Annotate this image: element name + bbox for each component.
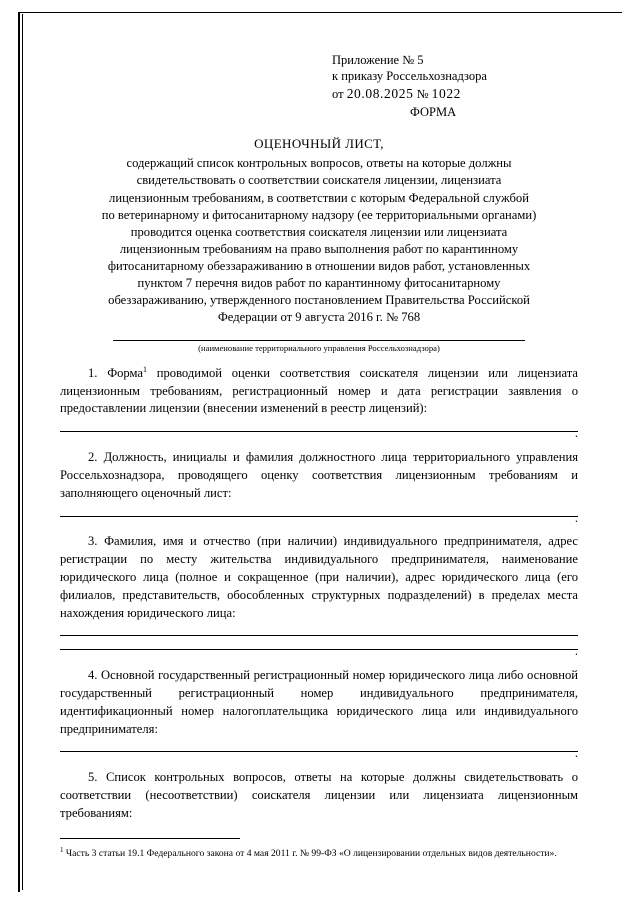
subtitle-line: содержащий список контрольных вопросов, ответы на которые должны <box>126 156 512 171</box>
footnote-marker: 1 <box>60 846 64 854</box>
subtitle-line: свидетельствовать о соответствии соискателя лицензии, лицензиата <box>136 173 502 188</box>
item-4-text: Основной государственный регистрационный номер юридического лица либо основной государственный регистрационный номер индивидуального предпринимателя, идентификационный номер налогоплательщика юридического лица или индивидуального предпринимателя: <box>60 667 578 736</box>
item-3-input-line-1[interactable] <box>60 623 578 636</box>
footnote-separator <box>60 838 240 839</box>
document-title: ОЦЕНОЧНЫЙ ЛИСТ, <box>254 136 384 152</box>
subtitle-line: пунктом 7 перечня видов работ по карантинному фитосанитарному <box>137 276 501 291</box>
form-word: ФОРМА <box>410 105 457 120</box>
subtitle-line: фитосанитарному обеззараживанию в отношении видов работ, установленных <box>107 259 531 274</box>
footnote <box>60 846 578 861</box>
subtitle-line: лицензионным требованиям на право выполнения работ по карантинному <box>119 241 519 256</box>
subtitle-line: обеззараживанию, утвержденного постановлением Правительства Российской <box>108 293 530 308</box>
subtitle-line: проводится оценка соответствия соискателя лицензии или лицензиата <box>130 224 508 239</box>
item-1-footnote-marker: 1 <box>143 364 148 374</box>
item-2-number: 2. <box>88 449 98 464</box>
appendix-title: Приложение № 5 <box>332 53 424 67</box>
document-content <box>60 52 578 823</box>
document-subtitle <box>60 155 578 326</box>
appendix-order-line: к приказу Россельхознадзора <box>332 69 487 83</box>
item-3 <box>60 533 578 659</box>
item-4-period: . <box>574 746 578 761</box>
subtitle-line: по ветеринарному и фитосанитарному надзору (ее территориальными органами) <box>101 207 537 222</box>
item-1-number: 1. <box>88 365 98 380</box>
number-value: 1022 <box>431 86 462 101</box>
item-2-text: Должность, инициалы и фамилия должностного лица территориального управления Россельхознадзора, проводящего оценку соответствия лицензионным требованиям и заполняющего оценочный лист: <box>60 449 578 500</box>
number-prefix: № <box>416 87 429 101</box>
date-value: 20.08.2025 <box>346 86 414 101</box>
appendix-date-number <box>332 85 578 102</box>
footnote-text: Часть 3 статьи 19.1 Федерального закона от 4 мая 2011 г. № 99-ФЗ «О лицензировании отдельных видов деятельности». <box>65 848 557 860</box>
item-5-number: 5. <box>88 770 98 785</box>
org-name-caption: (наименование территориального управления Россельхознадзора) <box>198 342 440 353</box>
subtitle-line: лицензионным требованиям, в соответствии с которым Федеральной службой <box>109 190 529 205</box>
item-4 <box>60 667 578 761</box>
org-name-field[interactable] <box>113 340 525 341</box>
item-5 <box>60 769 578 823</box>
item-5-text: Список контрольных вопросов, ответы на которые должны свидетельствовать о соответствии (несоответствии) соискателя лицензии или лицензиата лицензионным требованиям: <box>60 770 578 820</box>
item-2 <box>60 449 578 525</box>
date-prefix: от <box>332 87 344 101</box>
item-3-period: . <box>574 644 578 659</box>
item-1-text: Форма$^1$ проводимой оценки соответствия соискателя лицензии или лицензиата лицензионным требованиям, регистрационный номер и дата регистрации заявления о предоставлении лицензии (внесении изменений в реестр лицензий): <box>60 364 578 416</box>
item-1 <box>60 364 578 441</box>
item-2-period: . <box>574 510 578 525</box>
item-3-text: Фамилия, имя и отчество (при наличии) индивидуального предпринимателя, адрес регистрации по месту жительства индивидуального предпринимателя, наименование юридического лица (полное и сокращенное (при наличии), адрес юридического лица (его филиалов, представительств, обособленных структурных подразделений) в пределах места нахождения юридического лица: <box>60 534 578 620</box>
item-1-period: . <box>574 426 578 441</box>
appendix-header <box>332 52 578 120</box>
item-4-number: 4. <box>88 667 98 682</box>
item-3-number: 3. <box>88 534 98 549</box>
subtitle-line: Федерации от 9 августа 2016 г. № 768 <box>217 310 421 325</box>
